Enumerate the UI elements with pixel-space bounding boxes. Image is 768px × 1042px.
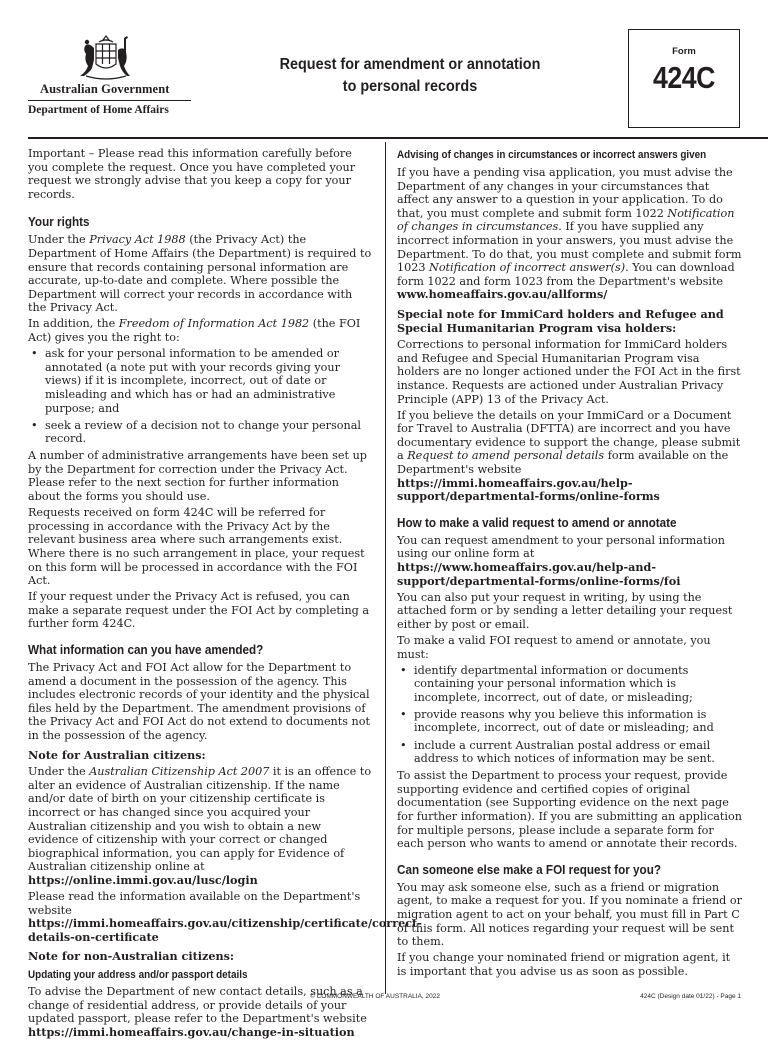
foi-act-title: Freedom of Information Act 1982 [118, 317, 310, 331]
valid-request-heading: How to make a valid request to amend or annotate [397, 514, 677, 530]
column-divider [385, 142, 386, 994]
valid-paragraph-2: You can also put your request in writing, by using the attached form or by sending a letter detailing your request either by post or email. [397, 590, 733, 631]
someone-paragraph-1: You may ask someone else, such as a friend or migration agent, to make a request for you. If you nominate a friend or migration agent to act on your behalf, you must fill in Part C of this form. All notices regarding your request will be sent to them. [397, 880, 742, 949]
amend-heading: What information can you have amended? [28, 642, 264, 657]
footer-page-info: 424C (Design date 01/22) - Page 1 [640, 993, 741, 1000]
list-item: • ask for your personal information to be amended or annotated (a note put with your records giving your views) if it is incomplete, incorrect, out of date or misleading and which has or had an administrative purpose; and [28, 347, 372, 415]
department-name: Department of Home Affairs [28, 104, 169, 116]
your-rights-heading: Your rights [28, 214, 90, 230]
online-forms-link[interactable]: https://immi.homeaffairs.gov.au/help-support/departmental-forms/online-forms [397, 475, 660, 504]
foi-online-form-link[interactable]: https://www.homeaffairs.gov.au/help-and-support/departmental-forms/online-forms/foi [397, 559, 681, 588]
list-item: • provide reasons why you believe this information is incomplete, incorrect, out of date or misleading; and [397, 708, 743, 735]
special-note-heading: Special note for ImmiCard holders and Refugee and Special Humanitarian Program visa holders: [397, 306, 724, 335]
page-title-line-1: Request for amendment or annotation [279, 56, 541, 73]
someone-else-heading: Can someone else make a FOI request for you? [397, 861, 661, 877]
rights-paragraph-1: Under the Privacy Act 1988 (the Privacy Act) the Department of Home Affairs (the Department) is required to ensure that records containing personal information are accurate, up-to-date and complete. Where possible the Department will correct your records in accordance with the Privacy Act. [28, 233, 372, 315]
citizens-paragraph-2: Please read the information available on the Department's website https://immi.homeaffairs.gov.au/citizenship/certificate/correct-details-on-certificate [28, 890, 422, 944]
special-paragraph-1: Corrections to personal information for ImmiCard holders and Refugee and Special Humanitarian Program visa holders are no longer actioned under the FOI Act in the first instance. Requests are actioned under Australian Privacy Principle (APP) 13 of the Privacy Act. [397, 338, 741, 406]
footer-copyright: © COMMONWEALTH OF AUSTRALIA, 2022 [310, 993, 440, 1000]
someone-paragraph-2: If you change your nominated friend or migration agent, it is important that you advise us as soon as possible. [397, 951, 731, 978]
privacy-act-title: Privacy Act 1988 [89, 233, 186, 247]
advising-heading: Advising of changes in circumstances or incorrect answers given [397, 149, 707, 161]
rights-paragraph-4: Requests received on form 424C will be referred for processing in accordance with the Privacy Act by the relevant business area where such arrangements exist. Where there is no such arrangement in place, your request on this form will be processed in accordance with the FOI Act. [28, 506, 365, 588]
correct-details-link[interactable]: https://immi.homeaffairs.gov.au/citizenship/certificate/correct-details-on-certificate [28, 916, 422, 944]
allforms-link[interactable]: www.homeaffairs.gov.au/allforms/ [397, 287, 608, 302]
note-non-citizens-heading: Note for non-Australian citizens: [28, 949, 235, 964]
rights-paragraph-3: A number of administrative arrangements have been set up by the Department for correction under the Privacy Act. Please refer to the next section for further information about the forms you should use. [28, 449, 367, 504]
logo-divider [28, 100, 191, 101]
address-paragraph: To advise the Department of new contact details, such as a change of residential address, or provide details of your updated passport, please refer to the Department's website https://immi.homeaffairs.gov.au/change-in-situation [28, 984, 367, 1039]
header-divider [28, 137, 768, 139]
advising-paragraph: If you have a pending visa application, you must advise the Department of any changes in your circumstances that affect any answer to a question in your application. To do that, you must complete and submit form 1022 Notification of changes in circumstances. If you have supplied any incorrect information in your answers, you must advise the Department. To do that, you must complete and submit form 1023 Notification of incorrect answer(s). You can download form 1022 and form 1023 from the Department's website www.homeaffairs.gov.au/allforms/ [397, 166, 742, 302]
rights-list [28, 347, 372, 446]
intro-paragraph: Important – Please read this information carefully before you complete the request. Once you have completed your request we strongly advise that you keep a copy for your records. [28, 147, 356, 201]
amend-paragraph: The Privacy Act and FOI Act allow for the Department to amend a document in the possession of the agency. This includes electronic records of your identity and the physical files held by the Department. The amendment provisions of the Privacy Act and FOI Act do not extend to documents not in the possession of the agency. [28, 661, 370, 742]
amend-details-form-title: Request to amend personal details [407, 449, 605, 463]
form-1022-title: Notification of changes in circumstances [397, 206, 735, 234]
government-name: Australian Government [40, 82, 170, 96]
list-item: • identify departmental information or documents containing your personal information which is incomplete, incorrect, out of date, or misleading; [397, 664, 743, 705]
valid-paragraph-4: To assist the Department to process your request, provide supporting evidence and certified copies of original documentation (see Supporting evidence on the next page for further information). If you are submitting an application for multiple persons, please include a separate form for each person who wants to amend or annotate their records. [397, 769, 742, 851]
list-item: • include a current Australian postal address or email address to which notices of information may be sent. [397, 739, 743, 766]
citizens-login-link[interactable]: https://online.immi.gov.au/lusc/login [28, 872, 258, 887]
right-column [397, 148, 743, 981]
list-item: • seek a review of a decision not to change your personal record. [28, 419, 372, 446]
address-heading: Updating your address and/or passport details [28, 968, 248, 981]
page-header [0, 0, 768, 140]
valid-paragraph-3: To make a valid FOI request to amend or annotate, you must: [397, 633, 711, 661]
citizenship-act-title: Australian Citizenship Act 2007 [89, 765, 270, 779]
change-in-situation-link[interactable]: https://immi.homeaffairs.gov.au/change-in-situation [28, 1024, 355, 1039]
form-number: 424C [652, 60, 716, 95]
form-number-box [628, 29, 740, 128]
note-citizens-heading: Note for Australian citizens: [28, 747, 206, 762]
form-label: Form [672, 46, 696, 57]
coat-of-arms-icon [66, 30, 146, 84]
rights-paragraph-2: In addition, the Freedom of Information Act 1982 (the FOI Act) gives you the right to: [28, 317, 361, 345]
citizens-paragraph-1: Under the Australian Citizenship Act 2007 it is an offence to alter an evidence of Australian citizenship. If the name and/or date of birth on your citizenship certificate is incorrect or has changed since you acquired your Australian citizenship and you wish to obtain a new evidence of citizenship with your correct or changed biographical information, you can apply for Evidence of Australian citizenship online at https://online.immi.gov.au/lusc/login [28, 765, 372, 887]
valid-request-list [397, 664, 743, 766]
valid-paragraph-1: You can request amendment to your personal information using our online form at https://www.homeaffairs.gov.au/help-and-support/departmental-forms/online-forms/foi [397, 533, 725, 588]
rights-paragraph-5: If your request under the Privacy Act is refused, you can make a separate request under the FOI Act by completing a further form 424C. [28, 590, 370, 631]
special-paragraph-2: If you believe the details on your ImmiCard or a Document for Travel to Australia (DFTTA) are incorrect and you have documentary evidence to support the change, please submit a Request to amend personal details form available on the Department's website https://immi.homeaffairs.gov.au/help-support/departmental-forms/online-forms [397, 408, 741, 504]
page-title [250, 54, 570, 98]
page-title-line-2: to personal records [342, 78, 478, 95]
form-1023-title: Notification of incorrect answer(s) [429, 261, 626, 275]
